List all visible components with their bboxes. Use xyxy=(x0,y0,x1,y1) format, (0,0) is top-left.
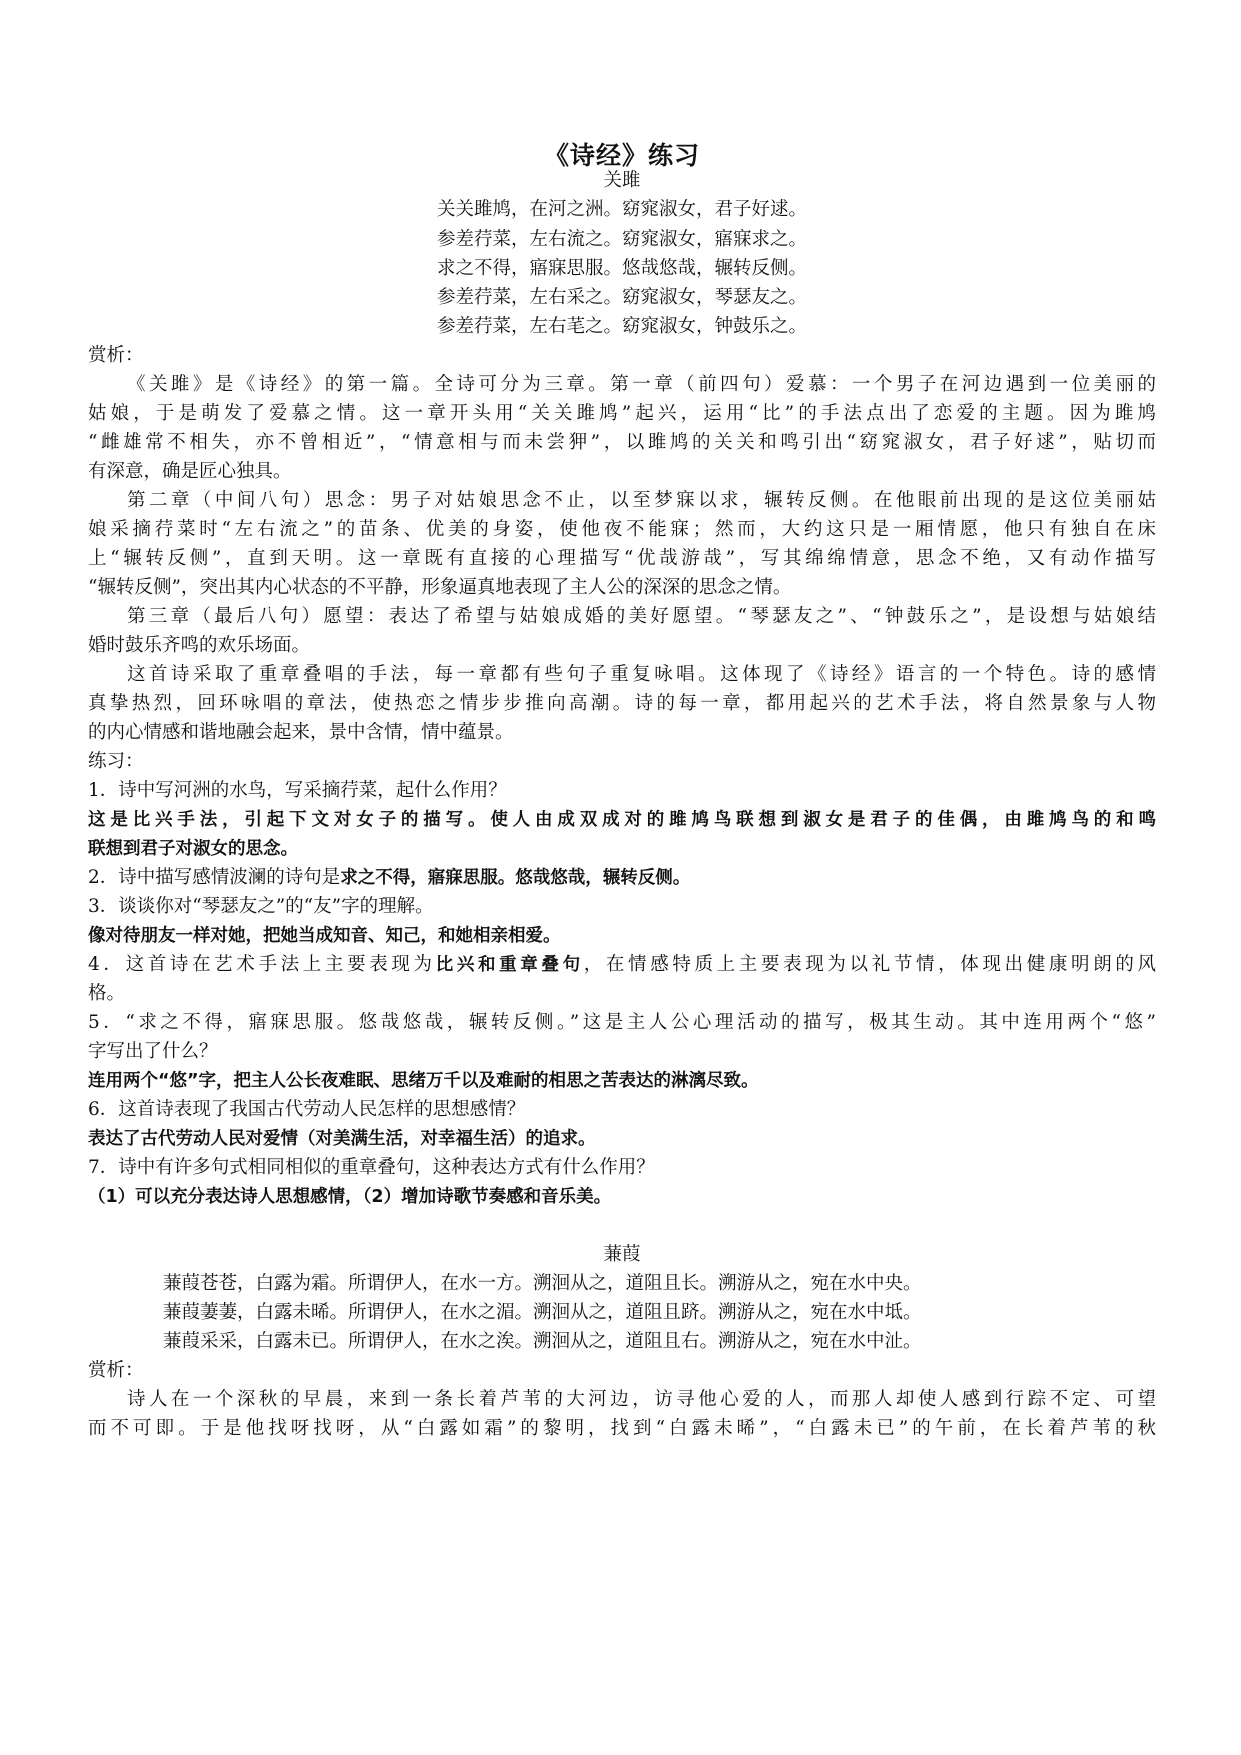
paragraph-line: 娘采摘荇菜时“左右流之”的苗条、优美的身姿，使他夜不能寐；然而，大约这只是一厢情愿，他只有独自在床 xyxy=(88,519,1156,540)
paragraph-line: 有深意，确是匠心独具。 xyxy=(88,461,292,482)
poem2-line: 蒹葭萋萋，白露未晞。所谓伊人，在水之湄。溯洄从之，道阻且跻。溯游从之，宛在水中坻。 xyxy=(163,1302,922,1323)
poem1-line: 参差荇菜，左右采之。窈窕淑女，琴瑟友之。 xyxy=(436,287,807,308)
poem1-line: 关关雎鸠，在河之洲。窈窕淑女，君子好逑。 xyxy=(436,199,807,220)
question-4-text: 4．这首诗在艺术手法上主要表现为 xyxy=(88,954,436,975)
paragraph-line: 第三章（最后八句）愿望：表达了希望与姑娘成婚的美好愿望。“琴瑟友之”、“钟鼓乐之”，是设想与姑娘结 xyxy=(127,606,1156,627)
paragraph-line: “辗转反侧”，突出其内心状态的不平静，形象逼真地表现了主人公的深深的思念之情。 xyxy=(88,577,792,598)
question-5: 5．“求之不得，寤寐思服。悠哉悠哉，辗转反侧。”这是主人公心理活动的描写，极其生动。其中连用两个“悠” xyxy=(88,1012,1156,1033)
paragraph-line: 这首诗采取了重章叠唱的手法，每一章都有些句子重复咏唱。这体现了《诗经》语言的一个特色。诗的感情 xyxy=(127,664,1156,685)
question-5: 字写出了什么？ xyxy=(88,1041,218,1062)
question-1: 1．诗中写河洲的水鸟，写采摘荇菜，起什么作用？ xyxy=(88,780,507,801)
paragraph-line: 婚时鼓乐齐鸣的欢乐场面。 xyxy=(88,635,311,656)
answer-3: 像对待朋友一样对她，把她当成知音、知己，和她相亲相爱。 xyxy=(88,926,561,946)
poem1-title: 关雎 xyxy=(603,170,641,191)
answer-4: 比兴和重章叠句 xyxy=(435,955,584,975)
question-3: 3．谈谈你对“琴瑟友之”的“友”字的理解。 xyxy=(88,896,434,917)
answer-1: 联想到君子对淑女的思念。 xyxy=(88,839,298,859)
exercise-label: 练习： xyxy=(88,751,144,772)
question-6: 6．这首诗表现了我国古代劳动人民怎样的思想感情？ xyxy=(88,1099,526,1120)
appreciation-label: 赏析： xyxy=(88,1360,144,1381)
poem1-line: 参差荇菜，左右流之。窈窕淑女，寤寐求之。 xyxy=(436,229,807,250)
question-2 xyxy=(88,867,1156,889)
document-title: 《诗经》练习 xyxy=(543,141,700,170)
paragraph-line: 上“辗转反侧”，直到天明。这一章既有直接的心理描写“优哉游哉”，写其绵绵情意，思念不绝，又有动作描写 xyxy=(88,548,1156,569)
question-2-text: 2．诗中描写感情波澜的诗句是 xyxy=(88,867,341,888)
paragraph-line: 而不可即。于是他找呀找呀，从“白露如霜”的黎明，找到“白露未晞”，“白露未已”的午前，在长着芦苇的秋 xyxy=(88,1418,1156,1439)
question-4: 格。 xyxy=(88,983,126,1004)
answer-5: 连用两个“悠”字，把主人公长夜难眠、思绪万千以及难耐的相思之苦表达的淋漓尽致。 xyxy=(88,1071,759,1091)
answer-7: （1）可以充分表达诗人思想感情，（2）增加诗歌节奏感和音乐美。 xyxy=(88,1187,612,1207)
paragraph-line: “雌雄常不相失，亦不曾相近”，“情意相与而未尝狎”，以雎鸠的关关和鸣引出“窈窕淑女，君子好逑”，贴切而 xyxy=(88,432,1156,453)
poem2-title: 蒹葭 xyxy=(603,1244,641,1265)
answer-2: 求之不得，寤寐思服。悠哉悠哉，辗转反侧。 xyxy=(340,868,691,888)
question-7: 7．诗中有许多句式相同相似的重章叠句，这种表达方式有什么作用？ xyxy=(88,1157,655,1178)
paragraph-line: 的内心情感和谐地融会起来，景中含情，情中蕴景。 xyxy=(88,722,514,743)
answer-1: 这是比兴手法，引起下文对女子的描写。使人由成双成对的雎鸠鸟联想到淑女是君子的佳偶，由雎鸠鸟的和鸣 xyxy=(88,810,1156,830)
paragraph-line: 真挚热烈，回环咏唱的章法，使热恋之情步步推向高潮。诗的每一章，都用起兴的艺术手法，将自然景象与人物 xyxy=(88,693,1156,714)
paragraph-line: 《关雎》是《诗经》的第一篇。全诗可分为三章。第一章（前四句）爱慕：一个男子在河边遇到一位美丽的 xyxy=(127,374,1156,395)
poem2-line: 蒹葭苍苍，白露为霜。所谓伊人，在水一方。溯洄从之，道阻且长。溯游从之，宛在水中央。 xyxy=(163,1273,922,1294)
paragraph-line: 姑娘，于是萌发了爱慕之情。这一章开头用“关关雎鸠”起兴，运用“比”的手法点出了恋爱的主题。因为雎鸠 xyxy=(88,403,1156,424)
appreciation-label: 赏析： xyxy=(88,345,144,366)
poem1-line: 参差荇菜，左右芼之。窈窕淑女，钟鼓乐之。 xyxy=(436,316,807,337)
poem1-line: 求之不得，寤寐思服。悠哉悠哉，辗转反侧。 xyxy=(436,258,807,279)
paragraph-line: 诗人在一个深秋的早晨，来到一条长着芦苇的大河边，访寻他心爱的人，而那人却使人感到行踪不定、可望 xyxy=(127,1389,1156,1410)
question-4 xyxy=(88,954,1156,976)
poem2-line: 蒹葭采采，白露未已。所谓伊人，在水之涘。溯洄从之，道阻且右。溯游从之，宛在水中沚。 xyxy=(163,1331,922,1352)
paragraph-line: 第二章（中间八句）思念：男子对姑娘思念不止，以至梦寐以求，辗转反侧。在他眼前出现的是这位美丽姑 xyxy=(127,490,1156,511)
answer-6: 表达了古代劳动人民对爱情（对美满生活，对幸福生活）的追求。 xyxy=(88,1129,596,1149)
question-4-text: ，在情感特质上主要表现为以礼节情，体现出健康明朗的风 xyxy=(583,954,1157,975)
